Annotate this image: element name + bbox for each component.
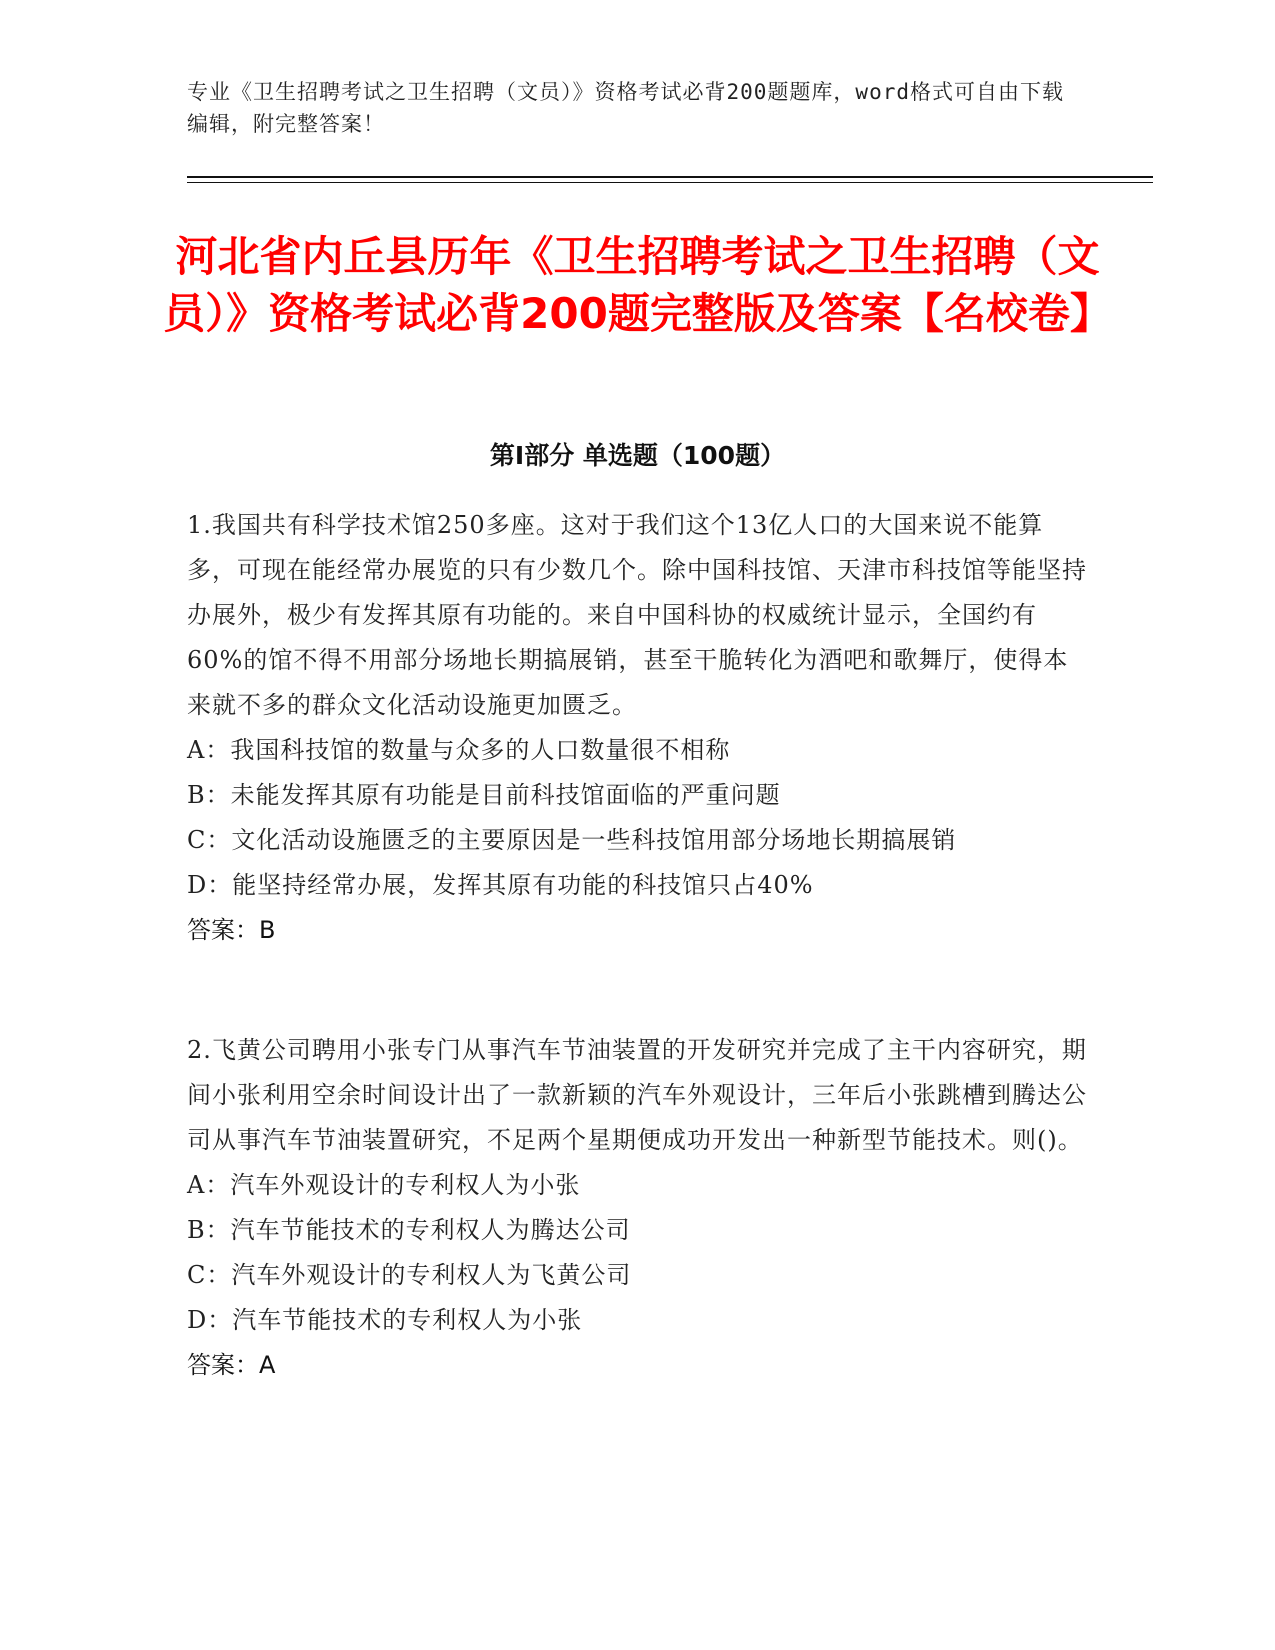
question-1 [187,503,1087,953]
header-divider [187,176,1153,178]
option-a: A：我国科技馆的数量与众多的人口数量很不相称 [187,736,731,764]
answer: 答案：B [187,916,276,944]
option-c: C：文化活动设施匮乏的主要原因是一些科技馆用部分场地长期搞展销 [187,826,957,854]
option-b: B：未能发挥其原有功能是目前科技馆面临的严重问题 [187,781,781,809]
question-2 [187,1028,1087,1388]
option-b: B：汽车节能技术的专利权人为腾达公司 [187,1216,631,1244]
document-title: 河北省内丘县历年《卫生招聘考试之卫生招聘（文员）》资格考试必背200题完整版及答案【名校卷】 [163,232,1112,338]
question-stem: 2.飞黄公司聘用小张专门从事汽车节油装置的开发研究并完成了主干内容研究，期间小张利用空余时间设计出了一款新颖的汽车外观设计，三年后小张跳槽到腾达公司从事汽车节油装置研究，不足两个星期便成功开发出一种新型节能技术。则()。 [187,1036,1087,1154]
answer: 答案：A [187,1351,276,1379]
option-d: D：汽车节能技术的专利权人为小张 [187,1306,583,1334]
option-d: D：能坚持经常办展，发挥其原有功能的科技馆只占40% [187,871,814,899]
header-note: 专业《卫生招聘考试之卫生招聘（文员）》资格考试必背200题题库，word格式可自由下载编辑，附完整答案！ [187,80,1064,136]
question-stem: 1.我国共有科学技术馆250多座。这对于我们这个13亿人口的大国来说不能算多，可现在能经常办展览的只有少数几个。除中国科技馆、天津市科技馆等能坚持办展外，极少有发挥其原有功能的。来自中国科协的权威统计显示，全国约有60%的馆不得不用部分场地长期搞展销，甚至干脆转化为酒吧和歌舞厅，使得本来就不多的群众文化活动设施更加匮乏。 [187,511,1087,719]
option-c: C：汽车外观设计的专利权人为飞黄公司 [187,1261,632,1289]
section-title: 第I部分 单选题（100题） [489,441,786,470]
option-a: A：汽车外观设计的专利权人为小张 [187,1171,581,1199]
header-divider-thin [187,182,1153,183]
